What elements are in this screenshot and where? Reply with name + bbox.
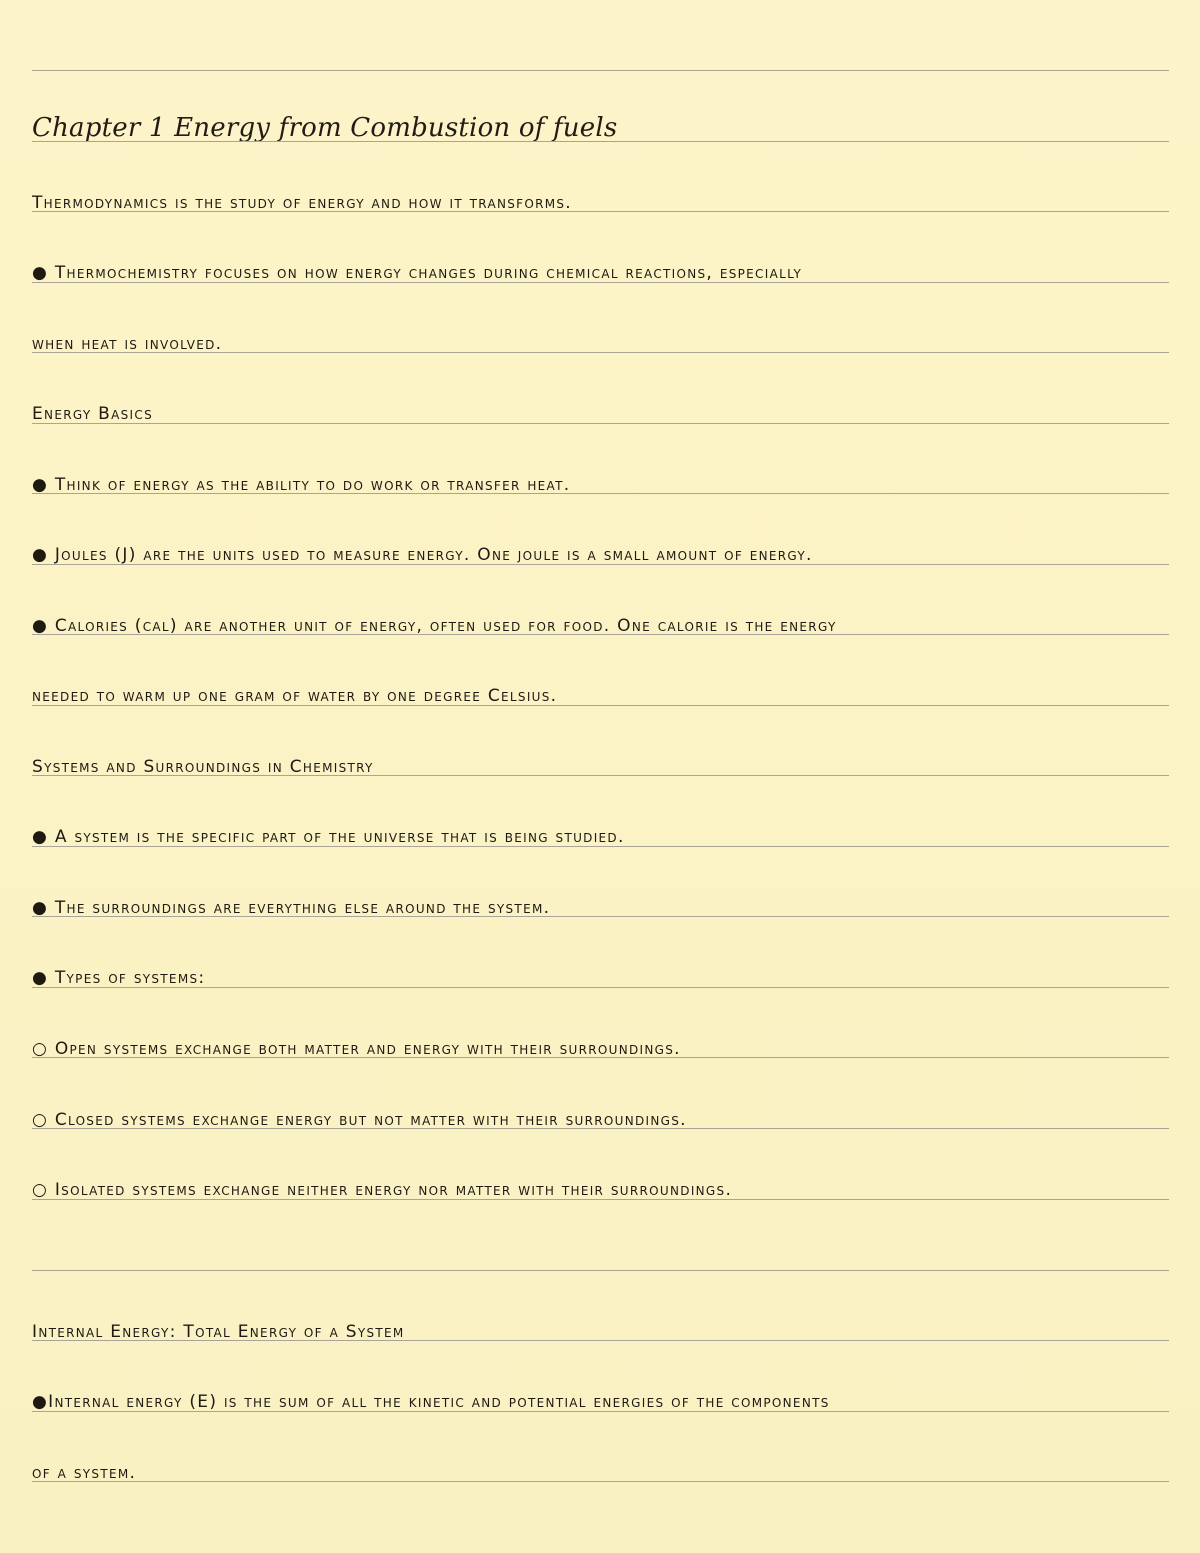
ruled-line — [32, 211, 1169, 212]
ruled-line — [32, 1057, 1169, 1058]
chapter-title: Chapter 1 Energy from Combustion of fuels — [32, 113, 618, 143]
ruled-line — [32, 1270, 1169, 1271]
ruled-line — [32, 846, 1169, 847]
ruled-line — [32, 141, 1169, 142]
note-line: Thermodynamics is the study of energy and how it transforms. — [32, 193, 573, 213]
note-line: ○ Isolated systems exchange neither energy nor matter with their surroundings. — [32, 1180, 733, 1200]
note-line: ● Thermochemistry focuses on how energy changes during chemical reactions, especially — [32, 263, 803, 283]
ruled-line — [32, 705, 1169, 706]
note-line: ●Internal energy (E) is the sum of all the kinetic and potential energies of the components — [32, 1392, 830, 1412]
ruled-line — [32, 282, 1169, 283]
ruled-line — [32, 916, 1169, 917]
ruled-line — [32, 493, 1169, 494]
note-line: ● Joules (J) are the units used to measure energy. One joule is a small amount of energy. — [32, 545, 813, 565]
note-line: ● Calories (cal) are another unit of energy, often used for food. One calorie is the energy — [32, 616, 837, 636]
top-rule — [32, 70, 1169, 71]
ruled-line — [32, 1340, 1169, 1341]
ruled-line — [32, 352, 1169, 353]
ruled-line — [32, 1199, 1169, 1200]
note-line: ● A system is the specific part of the universe that is being studied. — [32, 827, 625, 847]
note-line: ● Think of energy as the ability to do work or transfer heat. — [32, 475, 571, 495]
section-heading: Internal Energy: Total Energy of a System — [32, 1322, 405, 1342]
ruled-line — [32, 987, 1169, 988]
note-line: ○ Open systems exchange both matter and energy with their surroundings. — [32, 1039, 681, 1059]
ruled-line — [32, 1411, 1169, 1412]
section-heading: Systems and Surroundings in Chemistry — [32, 757, 374, 777]
ruled-line — [32, 1128, 1169, 1129]
note-line: ● Types of systems: — [32, 968, 206, 988]
note-line: ● The surroundings are everything else around the system. — [32, 898, 551, 918]
note-line: when heat is involved. — [32, 334, 223, 354]
ruled-line — [32, 423, 1169, 424]
ruled-line — [32, 1481, 1169, 1482]
ruled-line — [32, 775, 1169, 776]
note-line: of a system. — [32, 1463, 137, 1483]
ruled-line — [32, 564, 1169, 565]
note-line: ○ Closed systems exchange energy but not matter with their surroundings. — [32, 1110, 687, 1130]
note-line: needed to warm up one gram of water by one degree Celsius. — [32, 686, 558, 706]
section-heading: Energy Basics — [32, 404, 153, 424]
ruled-line — [32, 634, 1169, 635]
